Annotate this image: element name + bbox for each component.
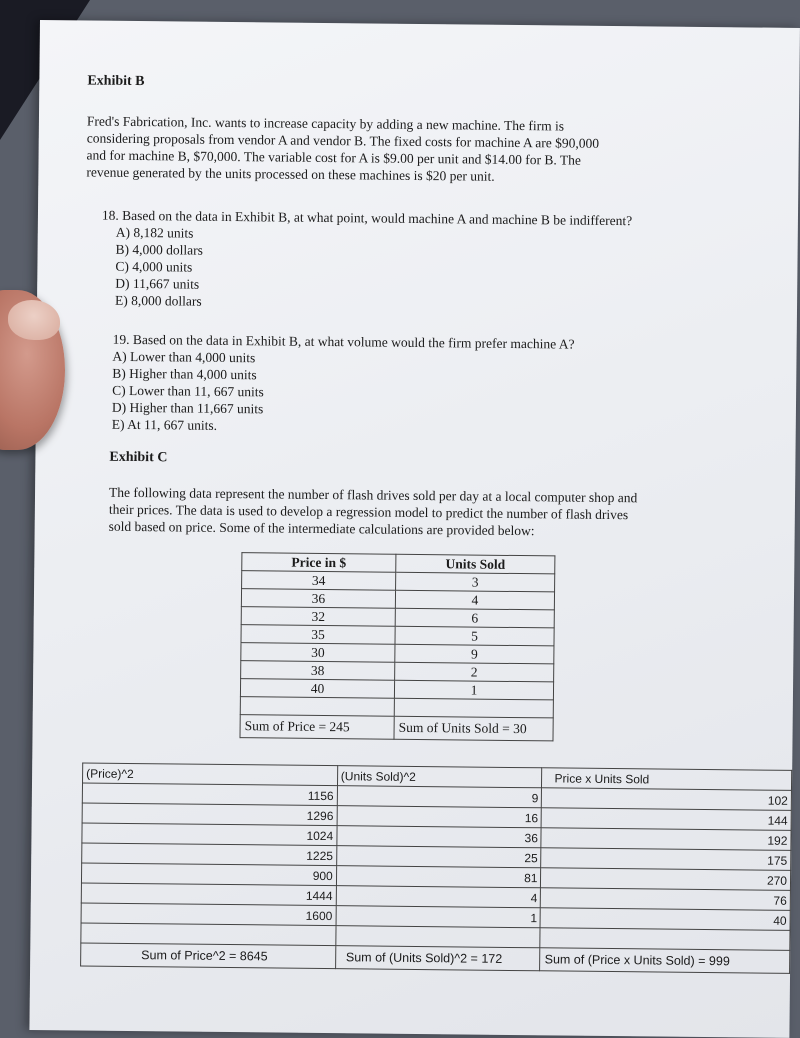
units-squared-cell: 1 [336,906,541,928]
exhibit-c-line: The following data represent the number of flash drives sold per day at a local computer shop and [108,484,638,506]
price-squared-cell: 1296 [82,803,337,826]
units-cell: 6 [395,608,554,628]
exhibit-b-line: considering proposals from vendor A and vendor B. The fixed costs for machine A are $90,000 [86,130,600,151]
question-19-text: 19. Based on the data in Exhibit B, at what volume would the firm prefer machine A? [112,331,575,352]
exhibit-b-line: and for machine B, $70,000. The variable cost for A is $9.00 per unit and $14.00 for B. The [86,147,582,168]
price-squared-cell: 1225 [82,843,337,866]
intermediate-calculations-table [80,762,792,973]
sum-units: Sum of Units Sold = 30 [394,716,553,741]
units-squared-cell: 9 [337,786,542,808]
price-cell: 35 [241,625,395,645]
price-cell: 36 [241,589,395,609]
price-squared-cell: 1444 [81,883,336,906]
exhibit-c-title: Exhibit C [109,449,168,466]
q19-option-d[interactable]: D) Higher than 11,667 units [111,399,264,417]
price-squared-cell: 1156 [82,783,337,806]
sum-price-x-units: Sum of (Price x Units Sold) = 999 [540,948,790,974]
price-x-units-cell: 270 [541,868,791,891]
q19-option-e[interactable]: E) At 11, 667 units. [111,416,218,433]
question-18 [101,207,742,316]
q19-option-b[interactable]: B) Higher than 4,000 units [112,365,257,383]
price-cell: 30 [241,643,395,663]
price-x-units-cell: 40 [541,908,791,931]
units-cell: 3 [396,572,555,592]
price-cell: 32 [241,607,395,627]
units-squared-cell: 16 [337,806,542,828]
units-cell: 5 [395,626,554,646]
price-squared-cell: 1600 [81,903,336,926]
q18-option-a[interactable]: A) 8,182 units [115,224,194,241]
units-squared-header: (Units Sold)^2 [337,766,542,788]
q19-option-a[interactable]: A) Lower than 4,000 units [112,348,256,366]
price-squared-cell: 1024 [82,823,337,846]
sum-row [240,715,553,741]
q18-option-e[interactable]: E) 8,000 dollars [114,292,202,309]
price-squared-header: (Price)^2 [83,763,338,786]
price-squared-cell: 900 [81,863,336,886]
price-x-units-cell: 76 [541,888,791,911]
units-cell: 9 [395,644,554,664]
units-cell: 2 [395,662,554,682]
price-x-units-cell: 102 [542,788,792,811]
exhibit-b-line: Fred's Fabrication, Inc. wants to increase capacity by adding a new machine. The firm is [86,113,565,134]
exhibit-c-line: sold based on price. Some of the intermediate calculations are provided below: [108,518,535,539]
sum-units-squared: Sum of (Units Sold)^2 = 172 [335,946,540,971]
price-x-units-cell: 175 [541,848,791,871]
exhibit-b-line: revenue generated by the units processed on these machines is $20 per unit. [86,164,495,184]
price-cell: 38 [241,661,395,681]
units-squared-cell: 25 [336,846,541,868]
units-squared-cell: 4 [336,886,541,908]
q18-option-c[interactable]: C) 4,000 units [115,258,193,275]
exhibit-b-paragraph [86,112,707,186]
q18-option-b[interactable]: B) 4,000 dollars [115,241,204,258]
units-squared-cell: 81 [336,866,541,888]
exam-paper [29,20,800,1038]
price-cell: 34 [242,571,396,591]
price-cell: 40 [240,679,394,699]
units-cell: 1 [394,680,553,700]
q19-option-c[interactable]: C) Lower than 11, 667 units [112,382,264,400]
price-x-units-cell: 192 [541,828,791,851]
price-x-units-cell: 144 [542,808,792,831]
sum-price: Sum of Price = 245 [240,715,394,740]
exhibit-c-paragraph [109,484,739,542]
question-19 [112,331,713,439]
price-x-units-header: Price x Units Sold [542,768,792,791]
question-18-text: 18. Based on the data in Exhibit B, at what point, would machine A and machine B be indifferent? [101,207,633,229]
thumb-nail [8,300,60,340]
units-squared-cell: 36 [337,826,542,848]
q18-option-d[interactable]: D) 11,667 units [115,275,200,292]
units-cell: 4 [395,590,554,610]
price-units-table [239,552,555,741]
price-header: Price in $ [242,553,396,573]
exhibit-b-title: Exhibit B [87,73,145,90]
exhibit-c-line: their prices. The data is used to develop a regression model to predict the number of flash drives [108,501,629,523]
units-header: Units Sold [396,554,555,574]
sum-price-squared: Sum of Price^2 = 8645 [81,943,336,969]
